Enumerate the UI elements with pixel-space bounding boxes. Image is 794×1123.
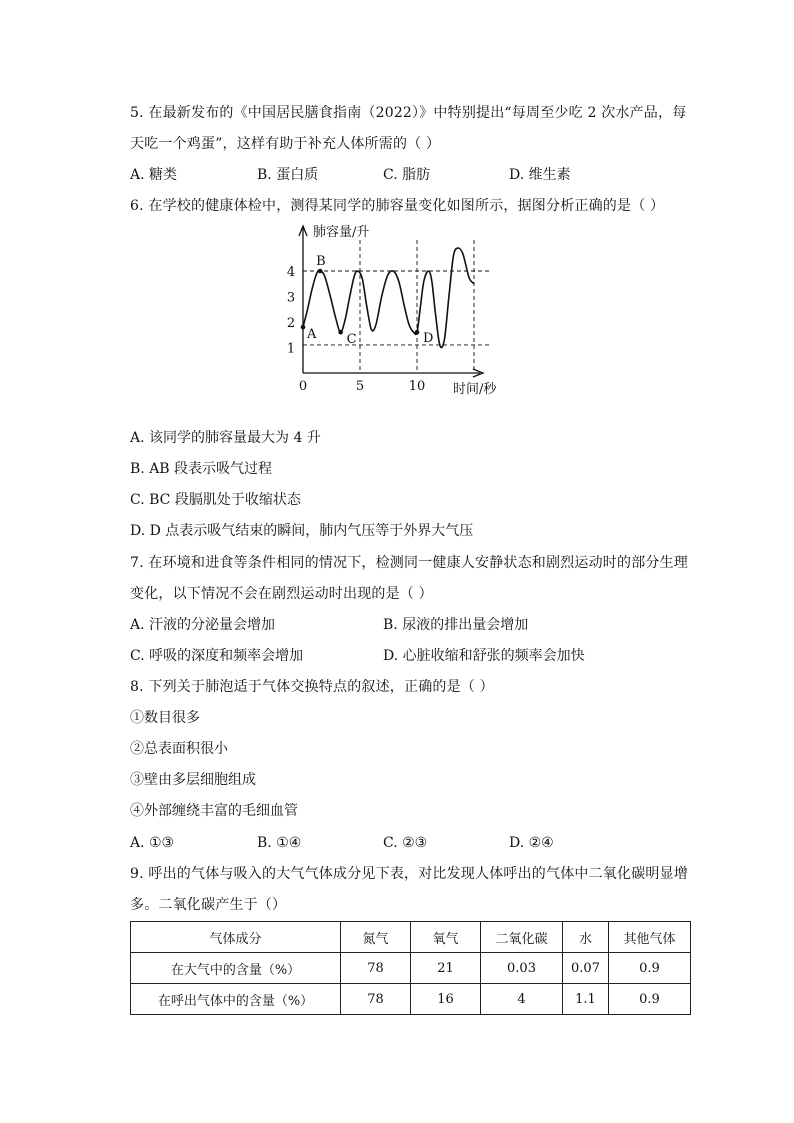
q7-option-c: C. 呼吸的深度和频率会增加 xyxy=(130,648,304,664)
table-cell: 16 xyxy=(411,984,481,1015)
table-cell: 在大气中的含量（%） xyxy=(131,953,341,984)
table-header-cell: 氧气 xyxy=(411,922,481,953)
q8-item-1: ①数目很多 xyxy=(130,710,200,726)
point-label-c: C xyxy=(346,332,357,348)
lung-capacity-curve xyxy=(303,248,474,348)
q7-option-b: B. 尿液的排出量会增加 xyxy=(383,617,529,633)
table-header-cell: 二氧化碳 xyxy=(481,922,563,953)
table-cell: 4 xyxy=(481,984,563,1015)
point-d xyxy=(415,330,420,335)
y-tick-label: 4 xyxy=(286,265,296,280)
q6-option-c: C. BC 段膈肌处于收缩状态 xyxy=(130,492,301,508)
q6-stem: 6. 在学校的健康体检中，测得某同学的肺容量变化如图所示，据图分析正确的是（ ） xyxy=(130,198,665,214)
gas-composition-table xyxy=(130,921,691,1015)
table-cell: 0.9 xyxy=(609,984,691,1015)
lung-capacity-chart xyxy=(270,218,520,398)
table-row xyxy=(131,984,691,1015)
q8-option-c: C. ②③ xyxy=(383,835,428,851)
table-cell: 0.07 xyxy=(563,953,609,984)
x-axis-label: 时间/秒 xyxy=(453,382,497,397)
y-axis-label: 肺容量/升 xyxy=(313,225,370,240)
q6-option-d: D. D 点表示吸气结束的瞬间，肺内气压等于外界大气压 xyxy=(130,523,474,539)
table-cell: 1.1 xyxy=(563,984,609,1015)
q5-stem-line1: 5. 在最新发布的《中国居民膳食指南（2022）》中特别提出“每周至少吃 2 次水产品，每 xyxy=(130,105,687,121)
point-b xyxy=(318,269,323,274)
q8-stem: 8. 下列关于肺泡适于气体交换特点的叙述，正确的是（ ） xyxy=(130,679,494,695)
table-cell: 21 xyxy=(411,953,481,984)
table-header-cell: 水 xyxy=(563,922,609,953)
y-tick-label: 3 xyxy=(286,290,296,306)
table-header-cell: 氮气 xyxy=(341,922,411,953)
q9-stem-line2: 多。二氧化碳产生于（） xyxy=(130,897,287,913)
table-cell: 0.03 xyxy=(481,953,563,984)
point-label-b: B xyxy=(316,254,326,269)
q8-option-d: D. ②④ xyxy=(509,835,554,851)
point-label-d: D xyxy=(423,331,434,347)
q5-option-c: C. 脂肪 xyxy=(383,167,431,183)
q8-item-3: ③壁由多层细胞组成 xyxy=(130,772,256,788)
q8-option-a: A. ①③ xyxy=(130,835,175,851)
point-a xyxy=(301,325,306,330)
table-header-cell: 气体成分 xyxy=(131,922,341,953)
table-header-cell: 其他气体 xyxy=(609,922,691,953)
point-label-a: A xyxy=(307,327,317,343)
q6-option-b: B. AB 段表示吸气过程 xyxy=(130,461,273,477)
table-cell: 78 xyxy=(341,953,411,984)
x-tick-label: 5 xyxy=(355,379,365,394)
q7-option-d: D. 心脏收缩和舒张的频率会加快 xyxy=(383,648,585,664)
q5-stem-line2: 天吃一个鸡蛋”，这样有助于补充人体所需的（ ） xyxy=(130,136,441,152)
q7-stem-line2: 变化，以下情况不会在剧烈运动时出现的是（ ） xyxy=(130,586,433,602)
table-cell: 78 xyxy=(341,984,411,1015)
q7-stem-line1: 7. 在环境和进食等条件相同的情况下，检测同一健康人安静状态和剧烈运动时的部分生理 xyxy=(130,555,689,571)
q7-option-a: A. 汗液的分泌量会增加 xyxy=(130,617,276,633)
q5-option-a: A. 糖类 xyxy=(130,167,178,183)
table-header-row xyxy=(131,922,691,953)
q9-stem-line1: 9. 呼出的气体与吸入的大气气体成分见下表，对比发现人体呼出的气体中二氧化碳明显增 xyxy=(130,866,689,882)
q8-item-4: ④外部缠绕丰富的毛细血管 xyxy=(130,803,298,819)
q8-item-2: ②总表面积很小 xyxy=(130,741,228,757)
y-tick-label: 1 xyxy=(286,341,296,357)
table-cell: 在呼出气体中的含量（%） xyxy=(131,984,341,1015)
q6-option-a: A. 该同学的肺容量最大为 4 升 xyxy=(130,430,321,446)
q5-option-b: B. 蛋白质 xyxy=(257,167,319,183)
x-tick-label: 0 xyxy=(298,379,308,394)
table-row xyxy=(131,953,691,984)
table-cell: 0.9 xyxy=(609,953,691,984)
point-c xyxy=(338,330,343,335)
q8-option-b: B. ①④ xyxy=(257,835,302,851)
x-tick-label: 10 xyxy=(408,379,426,394)
y-tick-label: 2 xyxy=(286,316,296,331)
q5-option-d: D. 维生素 xyxy=(509,167,571,183)
